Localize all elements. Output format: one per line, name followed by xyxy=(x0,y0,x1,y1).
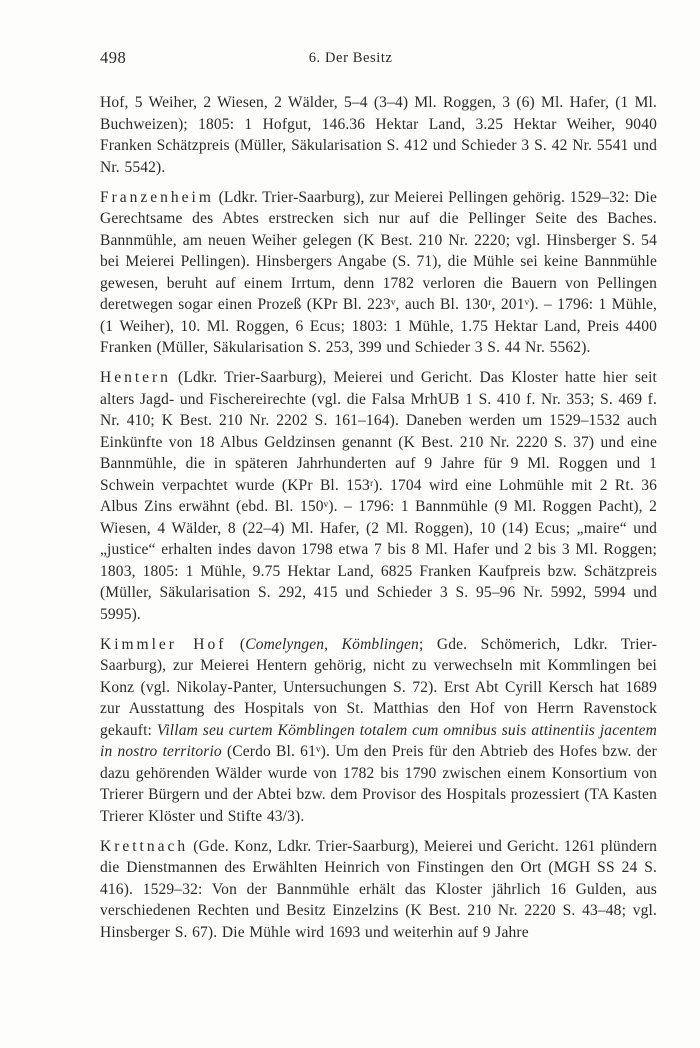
paragraph-hof-continuation xyxy=(100,92,657,178)
page-number: 498 xyxy=(100,48,127,67)
headword-hentern: Hentern xyxy=(100,369,171,386)
headword-kimmler-hof: Kimmler Hof xyxy=(100,635,227,653)
paragraph-hentern xyxy=(100,367,657,625)
headword-franzenheim: Franzenheim xyxy=(100,188,214,206)
text-column xyxy=(100,48,657,952)
paragraph-text: (Ldkr. Trier-Saarburg), zur Meierei Pellingen gehörig. 1529–32: Die Gerechtsame des Abtes erstrecken sich nur auf die Pellinger Seite des Baches. Bannmühle, am neuen Weiher gelegen (K Best. 210 Nr. 2220; vgl. Hinsberger S. 54 bei Meierei Pellingen). Hinsbergers Angabe (S. 71), die Mühle sei keine Bannmühle gewesen, beruht auf einem Irrtum, denn 1782 verloren die Bauern von Pellingen deretwegen sogar einen Prozeß (KPr Bl. 223ᵛ, auch Bl. 130ʳ, 201ᵛ). – 1796: 1 Mühle, (1 Weiher), 10. Ml. Roggen, 6 Ecus; 1803: 1 Mühle, 1.75 Hektar Land, Preis 4400 Franken (Müller, Säkularisation S. 253, 399 und Schieder 3 S. 44 Nr. 5562). xyxy=(100,188,657,356)
paragraph-text: Hof, 5 Weiher, 2 Wiesen, 2 Wälder, 5–4 (3–4) Ml. Roggen, 3 (6) Ml. Hafer, (1 Ml. Buchweizen); 1805: 1 Hofgut, 146.36 Hektar Land, 3.25 Hektar Weiher, 9040 Franken Schätzpreis (Müller, Säkularisation S. 412 und Schieder 3 S. 42 Nr. 5541 und Nr. 5542). xyxy=(100,94,657,176)
paragraph-kimmler-hof xyxy=(100,634,657,828)
paragraph-text: (Gde. Konz, Ldkr. Trier-Saarburg), Meierei und Gericht. 1261 plündern die Dienstmannen des Erwählten Heinrich von Finstingen den Ort (MGH SS 24 S. 416). 1529–32: Von der Bannmühle erhält das Kloster jährlich 16 Gulden, aus verschiedenen Rechten und Besitz Einzelzins (K Best. 210 Nr. 2220 S. 43–48; vgl. Hinsberger S. 67). Die Mühle wird 1693 und weiterhin auf 9 Jahre xyxy=(100,837,657,941)
running-head xyxy=(100,48,657,68)
italic-place-names: Comelyngen, Kömblingen xyxy=(245,635,419,653)
running-head-title: 6. Der Besitz xyxy=(308,50,393,66)
headword-krettnach: Krettnach xyxy=(100,837,189,855)
paragraph-text: (Cerdo Bl. 61ᵛ). Um den Preis für den Abtrieb des Hofes bzw. der dazu gehörenden Wälder wurde von 1782 bis 1790 zwischen einem Konsortium von Trierer Bürgern und der Abtei bzw. dem Provisor des Hospitals prozessiert (TA Kasten Trierer Klöster und Stifte 43/3). xyxy=(100,743,657,825)
paragraph-krettnach xyxy=(100,836,657,944)
paragraph-franzenheim xyxy=(100,187,657,359)
paragraph-text: ; Gde. Schömerich, Ldkr. Trier-Saarburg), zur Meierei Hentern gehörig, nicht zu verwechseln mit Kommlingen bei Konz (vgl. Nikolay-Panter, Untersuchungen S. 72). Erst Abt Cyrill Kersch hat 1689 zur Ausstattung des Hospitals von St. Matthias den Hof von Herrn Ravenstock gekauft: xyxy=(100,635,658,739)
paragraph-text: (Ldkr. Trier-Saarburg), Meierei und Gericht. Das Kloster hatte hier seit alters Jagd- und Fischereirechte (vgl. die Falsa MrhUB 1 S. 410 f. Nr. 353; S. 469 f. Nr. 410; K Best. 210 Nr. 2202 S. 161–164). Daneben werden um 1529–1532 auch Einkünfte von 18 Albus Geldzinsen genannt (K Best. 210 Nr. 2220 S. 37) und eine Bannmühle, die in späteren Jahrhunderten auf 9 Jahre für 9 Ml. Roggen und 1 Schwein verpachtet wurde (KPr Bl. 153ʳ). 1704 wird eine Lohmühle mit 2 Rt. 36 Albus Zins erwähnt (ebd. Bl. 150ᵛ). – 1796: 1 Bannmühle (9 Ml. Roggen Pacht), 2 Wiesen, 4 Wälder, 8 (22–4) Ml. Hafer, (2 Ml. Roggen), 10 (14) Ecus; „maire“ und „justice“ erhalten indes davon 1798 etwa 7 bis 8 Ml. Hafer und 2 bis 3 Ml. Roggen; 1803, 1805: 1 Mühle, 9.75 Hektar Land, 6825 Franken Kaufpreis bzw. Schätzpreis (Müller, Säkularisation S. 292, 415 und Schieder 3 S. 95–96 Nr. 5992, 5994 und 5995). xyxy=(100,369,657,623)
paragraph-text: ( xyxy=(226,635,246,653)
italic-latin-quote: Villam seu curtem Kömblingen totalem cum omnibus suis attinentiis jacentem in nostro territorio xyxy=(100,721,657,760)
